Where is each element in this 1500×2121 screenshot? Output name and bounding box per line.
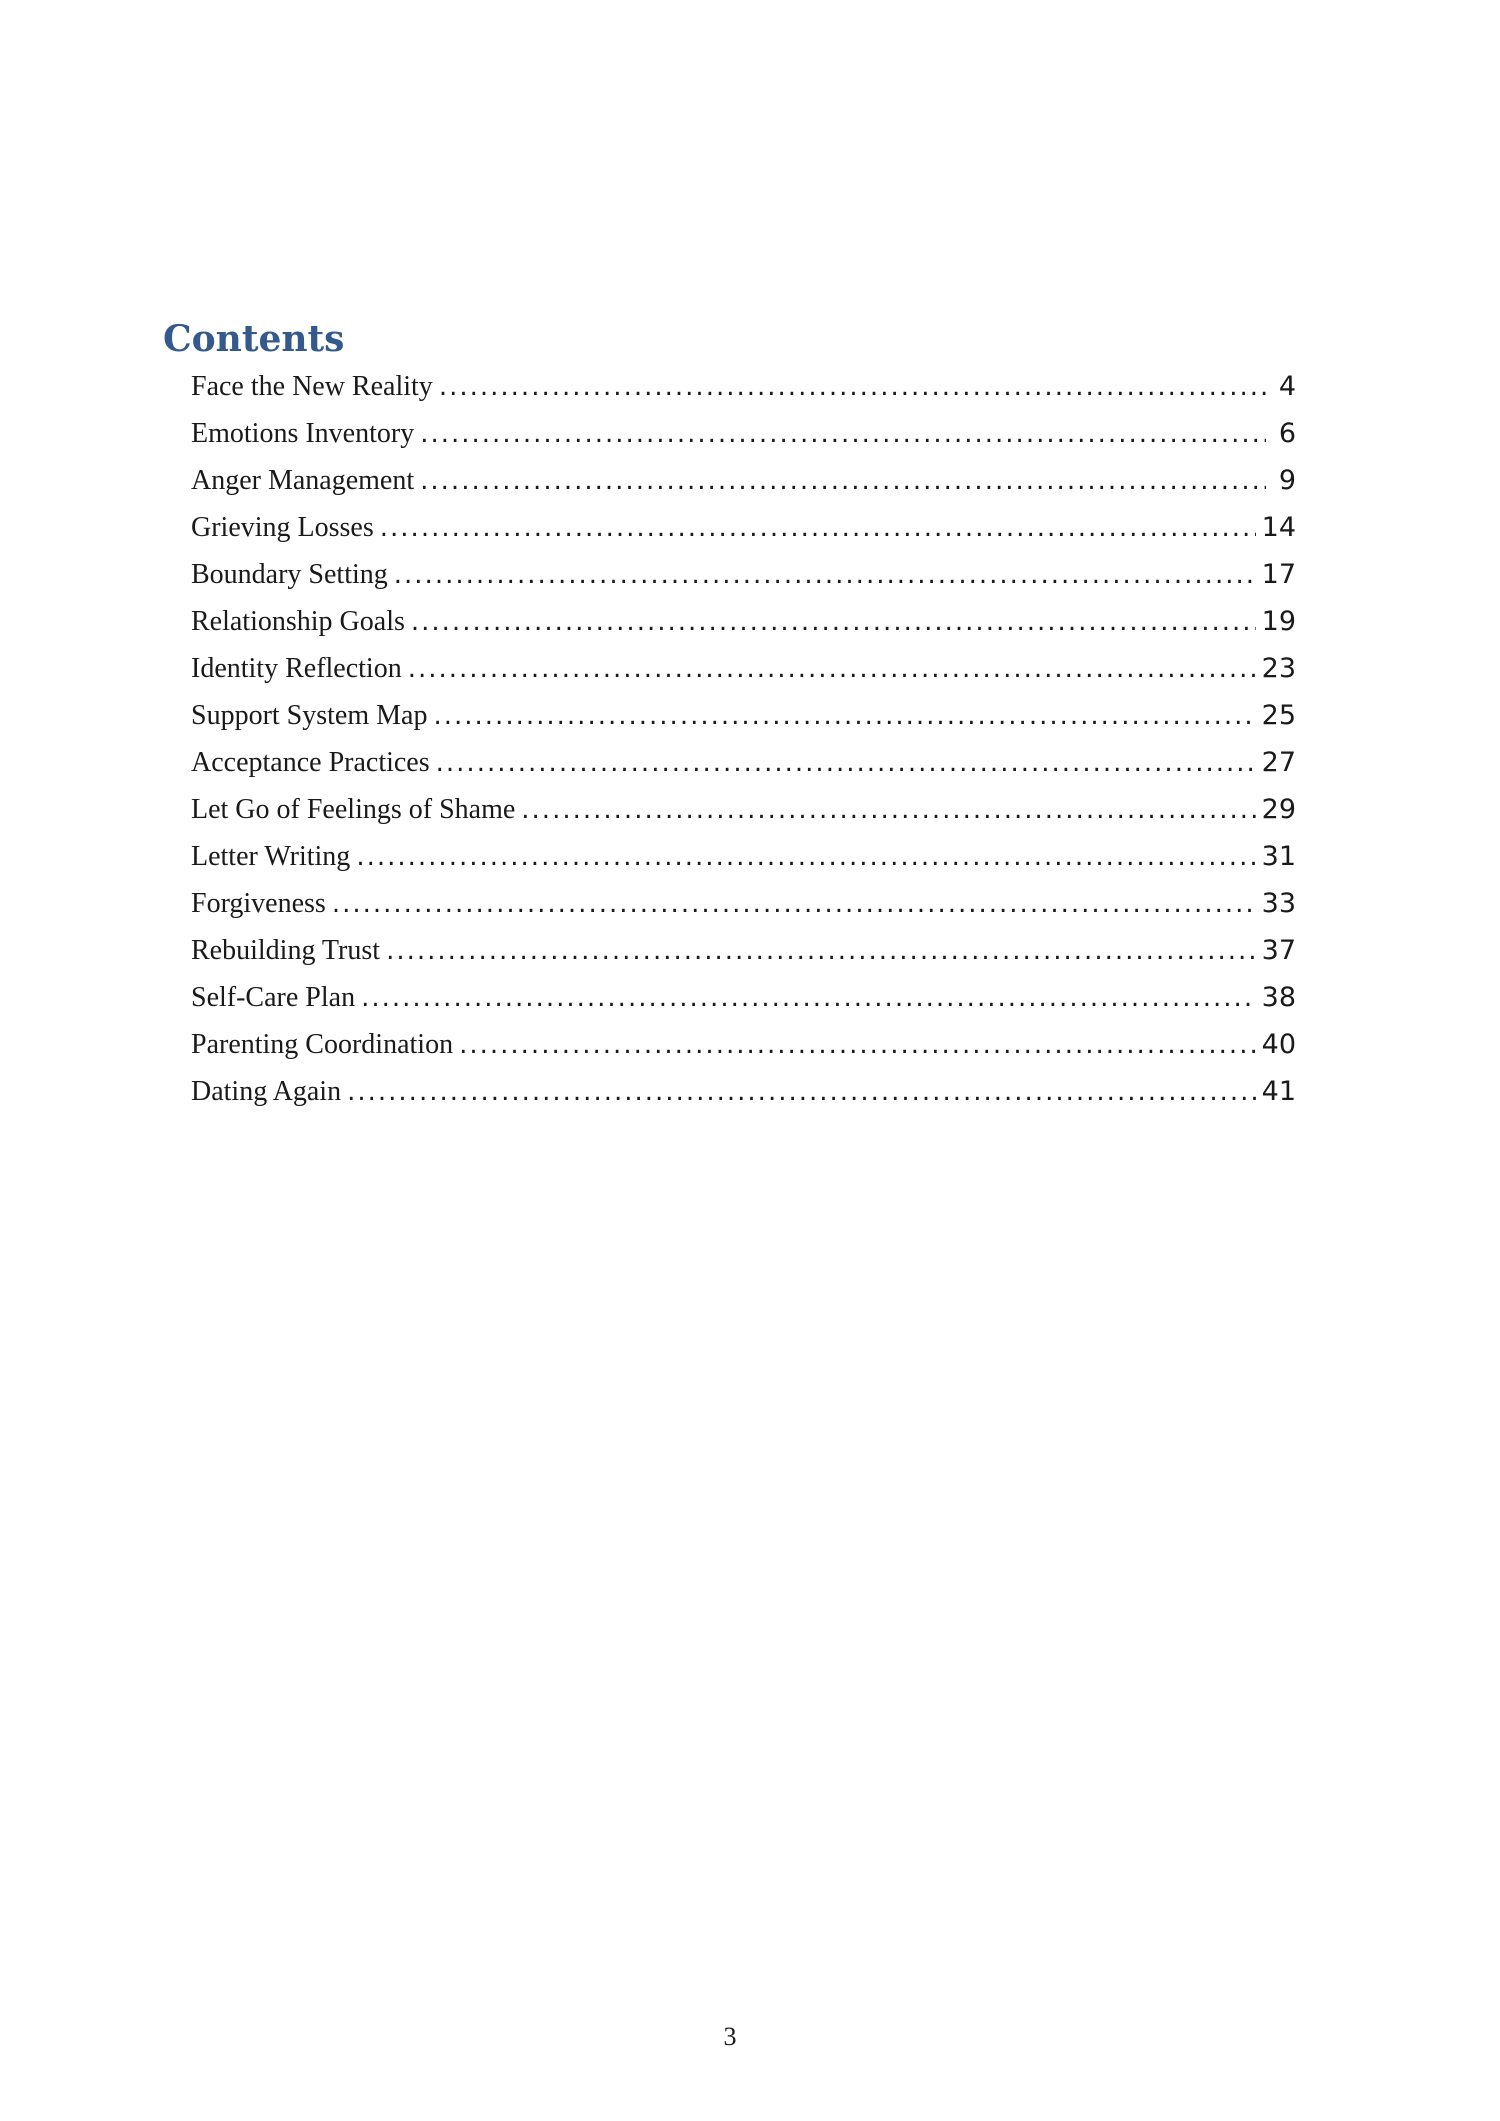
- toc-entry-page: 27: [1261, 747, 1296, 778]
- toc-entry-page: 29: [1261, 794, 1296, 825]
- dot-leader: [411, 599, 1256, 646]
- toc-entry-page: 31: [1261, 841, 1296, 872]
- toc-entry-page: 17: [1261, 559, 1296, 590]
- toc-entry-label: Parenting Coordination: [191, 1029, 454, 1060]
- toc-entry-label: Face the New Reality: [191, 371, 433, 402]
- toc-entry-page: 14: [1261, 512, 1296, 543]
- toc-entry-label: Emotions Inventory: [191, 418, 415, 449]
- dot-leader: [436, 740, 1256, 787]
- toc-list: [191, 363, 1296, 1115]
- toc-entry-label: Forgiveness: [191, 888, 326, 919]
- toc-entry-label: Anger Management: [191, 465, 415, 496]
- toc-entry-label: Support System Map: [191, 700, 428, 731]
- toc-entry-label: Rebuilding Trust: [191, 935, 381, 966]
- toc-entry[interactable]: [191, 692, 1296, 739]
- toc-entry-page: 9: [1278, 465, 1296, 496]
- dot-leader: [361, 975, 1256, 1022]
- toc-entry[interactable]: [191, 786, 1296, 833]
- toc-entry[interactable]: [191, 504, 1296, 551]
- dot-leader: [332, 881, 1256, 928]
- toc-entry[interactable]: [191, 1021, 1296, 1068]
- toc-entry[interactable]: [191, 739, 1296, 786]
- toc-heading: Contents: [163, 318, 345, 360]
- dot-leader: [408, 646, 1256, 693]
- toc-entry-label: Identity Reflection: [191, 653, 402, 684]
- toc-entry-page: 25: [1261, 700, 1296, 731]
- dot-leader: [420, 458, 1266, 505]
- toc-entry[interactable]: [191, 551, 1296, 598]
- dot-leader: [420, 411, 1266, 458]
- dot-leader: [521, 787, 1255, 834]
- toc-entry-label: Dating Again: [191, 1076, 342, 1107]
- dot-leader: [433, 693, 1255, 740]
- dot-leader: [386, 928, 1256, 975]
- toc-entry-label: Self-Care Plan: [191, 982, 356, 1013]
- toc-entry-page: 33: [1261, 888, 1296, 919]
- toc-entry-label: Letter Writing: [191, 841, 351, 872]
- dot-leader: [356, 834, 1255, 881]
- toc-entry-page: 38: [1261, 982, 1296, 1013]
- toc-entry-label: Relationship Goals: [191, 606, 405, 637]
- toc-entry[interactable]: [191, 833, 1296, 880]
- toc-entry[interactable]: [191, 363, 1296, 410]
- dot-leader: [439, 364, 1266, 411]
- toc-entry-page: 23: [1261, 653, 1296, 684]
- page-number: 3: [723, 2022, 737, 2051]
- toc-entry[interactable]: [191, 598, 1296, 645]
- dot-leader: [459, 1022, 1256, 1069]
- toc-entry-label: Boundary Setting: [191, 559, 388, 590]
- toc-entry[interactable]: [191, 410, 1296, 457]
- toc-entry-page: 4: [1278, 371, 1296, 402]
- dot-leader: [380, 505, 1256, 552]
- toc-entry[interactable]: [191, 927, 1296, 974]
- toc-entry-label: Grieving Losses: [191, 512, 374, 543]
- toc-entry-page: 37: [1261, 935, 1296, 966]
- toc-entry-page: 40: [1261, 1029, 1296, 1060]
- toc-entry[interactable]: [191, 880, 1296, 927]
- toc-entry-label: Let Go of Feelings of Shame: [191, 794, 516, 825]
- toc-entry-page: 19: [1261, 606, 1296, 637]
- dot-leader: [347, 1069, 1256, 1116]
- toc-entry[interactable]: [191, 1068, 1296, 1115]
- toc-entry[interactable]: [191, 457, 1296, 504]
- toc-entry[interactable]: [191, 645, 1296, 692]
- dot-leader: [394, 552, 1256, 599]
- toc-entry-label: Acceptance Practices: [191, 747, 430, 778]
- toc-entry[interactable]: [191, 974, 1296, 1021]
- toc-entry-page: 6: [1278, 418, 1296, 449]
- toc-entry-page: 41: [1261, 1076, 1296, 1107]
